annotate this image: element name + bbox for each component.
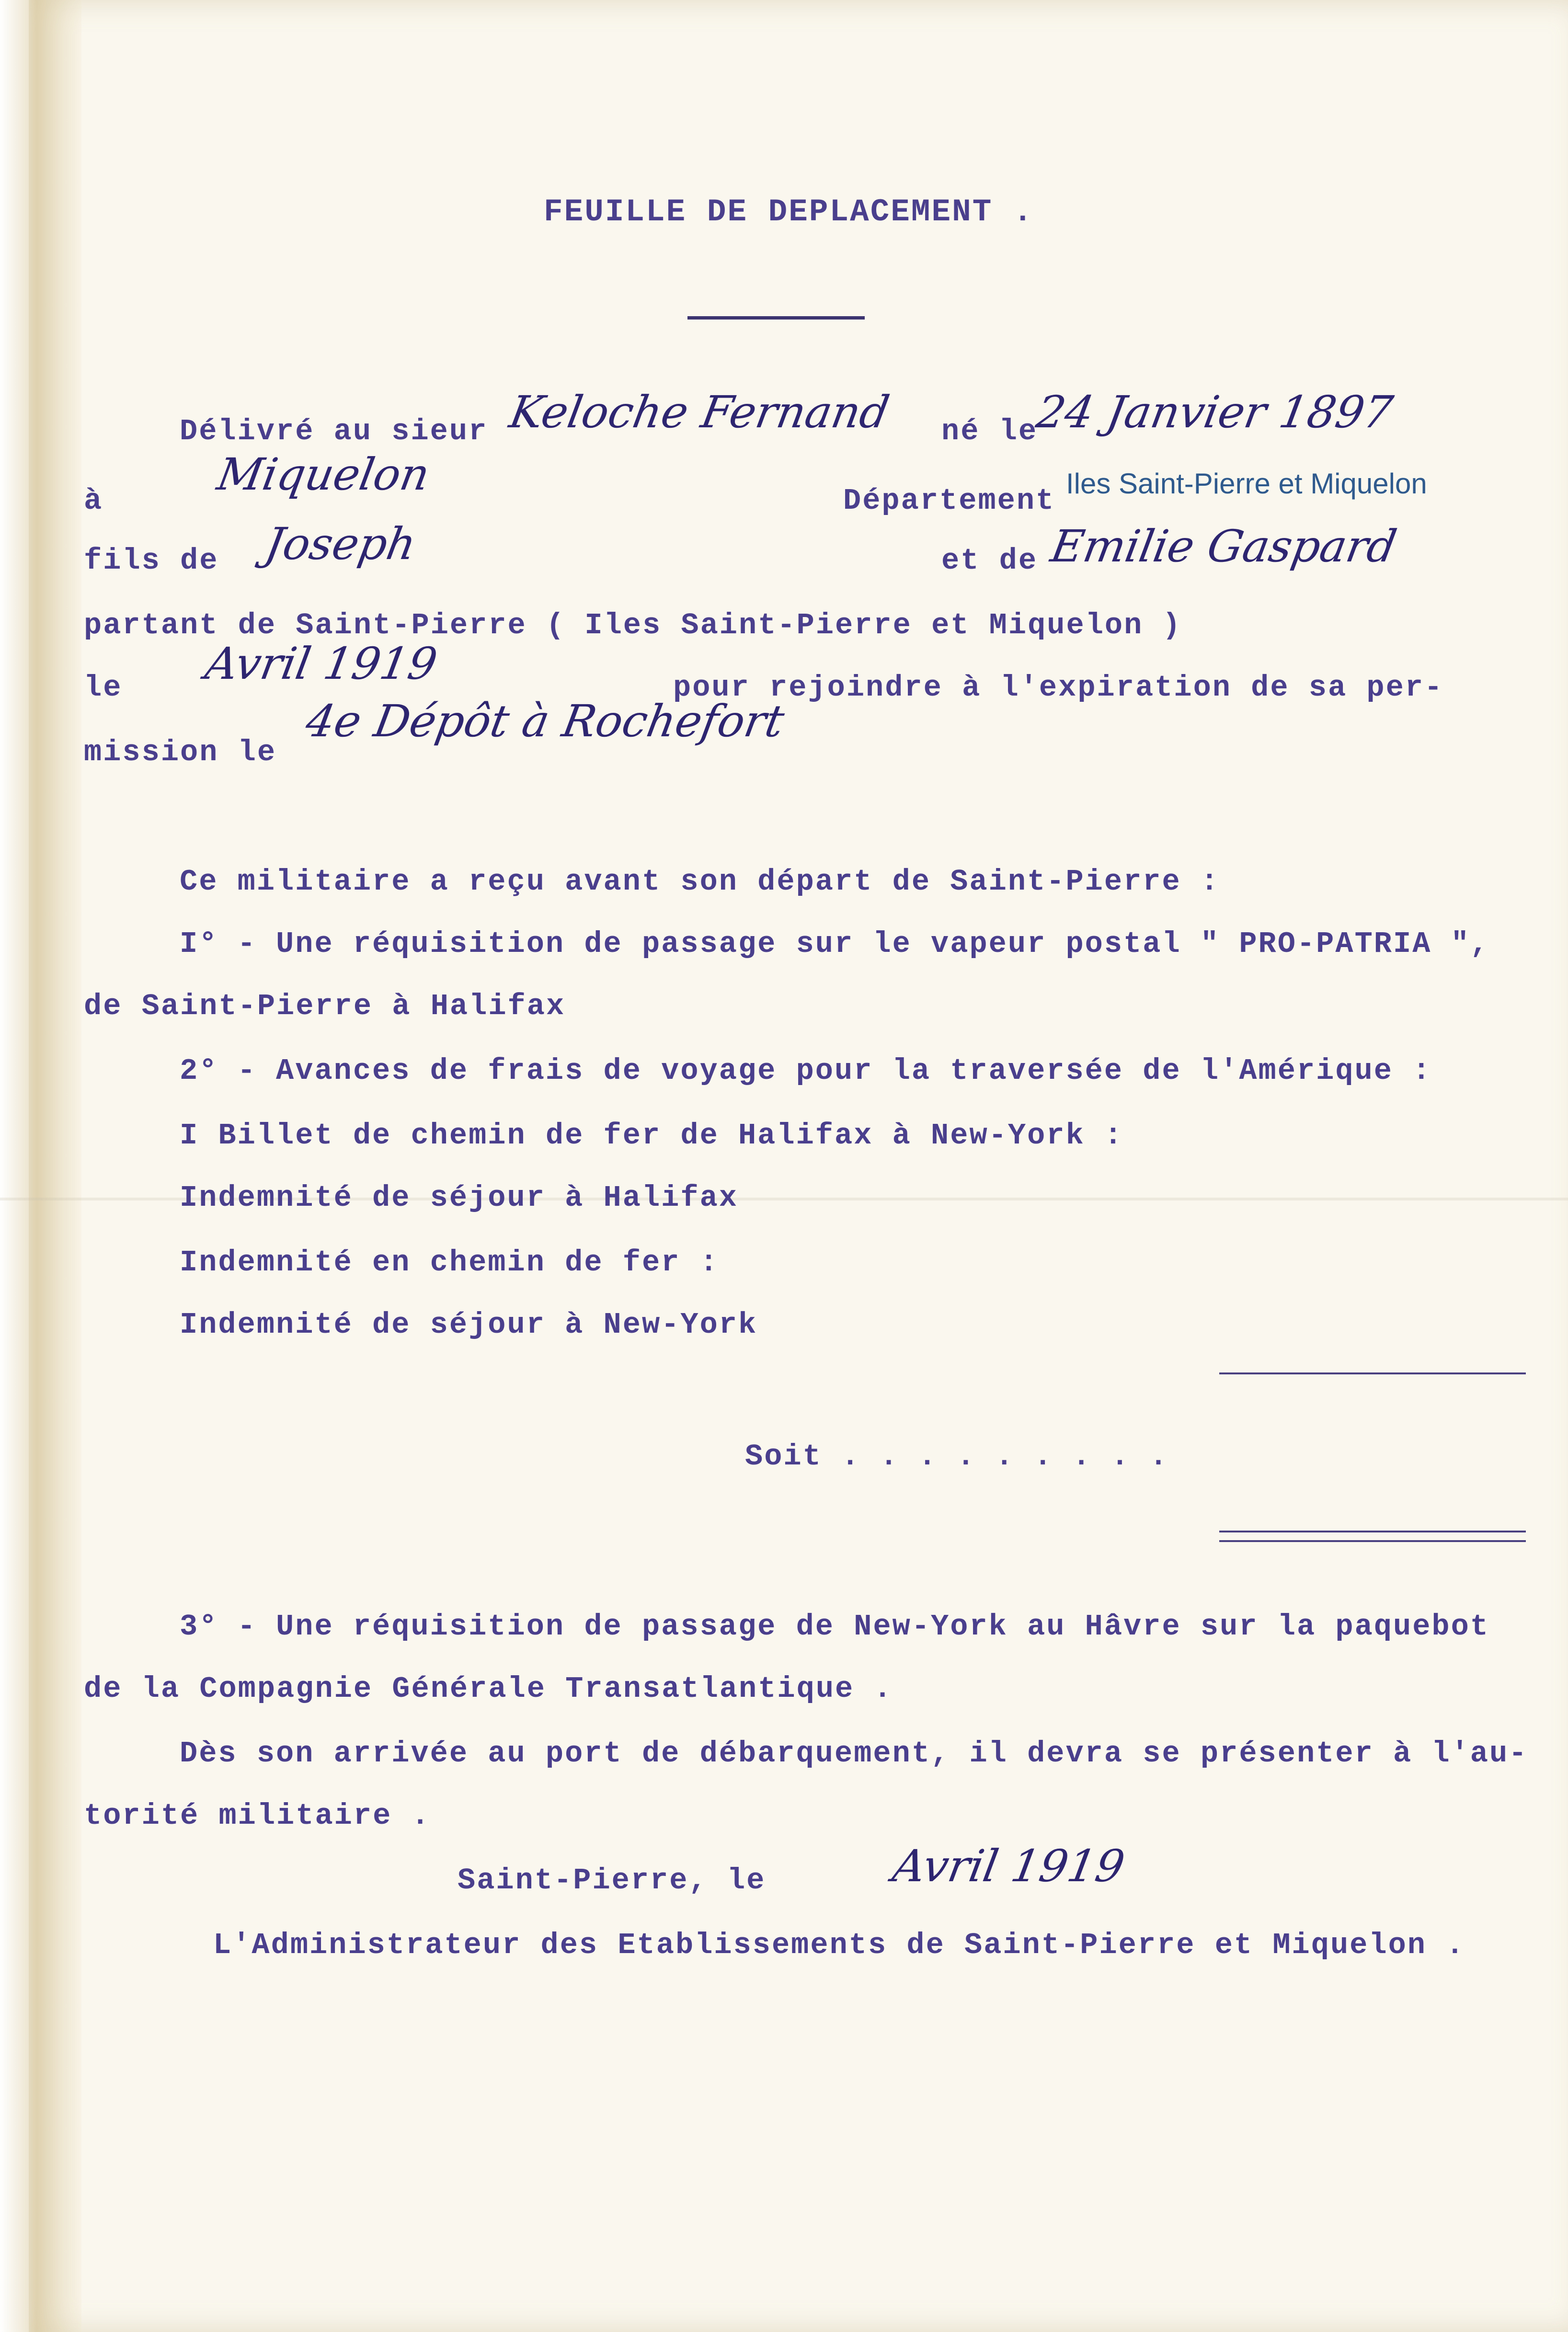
billet-line: I Billet de chemin de fer de Halifax à New-York : [180,1119,1124,1153]
paper-edge-stain [0,0,81,2332]
total-rule-2 [1219,1540,1526,1542]
title-underline [687,316,865,320]
arrival-line2: torité militaire . [84,1799,431,1833]
chemin-fer-line: Indemnité en chemin de fer : [180,1246,719,1280]
sejour-ny-line: Indemnité de séjour à New-York [180,1308,758,1342]
delivre-label: Délivré au sieur [180,414,488,448]
mother-label: et de [941,544,1038,578]
closing-place-label: Saint-Pierre, le [458,1863,766,1898]
document-title: FEUILLE DE DEPLACEMENT . [544,194,1034,230]
departure-date-label: le [84,671,123,705]
father-name: Joseph [261,518,420,570]
subtotal-rule [1219,1372,1526,1374]
destination: 4e Dépôt à Rochefort [302,696,788,747]
rejoindre-text: pour rejoindre à l'expiration de sa per- [673,671,1444,705]
birth-date: 24 Janvier 1897 [1032,387,1397,438]
departure-date: Avril 1919 [201,638,441,689]
closing-date: Avril 1919 [889,1840,1129,1892]
father-label: fils de [84,544,219,578]
item1-line2: de Saint-Pierre à Halifax [84,989,566,1023]
birthplace: Miquelon [213,449,434,500]
intro-text: Ce militaire a reçu avant son départ de Saint-Pierre : [180,865,1220,899]
departement-label: Département [843,484,1055,518]
paper-sheet [29,0,1568,2332]
born-label: né le [941,414,1038,448]
arrival-line1: Dès son arrivée au port de débarquement, il devra se présenter à l'au- [180,1737,1528,1771]
sejour-halifax-line: Indemnité de séjour à Halifax [180,1181,738,1215]
birthplace-label: à [84,484,103,518]
signatory-line: L'Administrateur des Etablissements de Saint-Pierre et Miquelon . [213,1928,1465,1962]
item3-line1: 3° - Une réquisition de passage de New-York au Hâvre sur la paquebot [180,1610,1490,1644]
mission-label: mission le [84,735,277,769]
item1-line1: I° - Une réquisition de passage sur le vapeur postal " PRO-PATRIA ", [180,927,1490,961]
item2-line: 2° - Avances de frais de voyage pour la traversée de l'Amérique : [180,1054,1432,1088]
total-rule-1 [1219,1531,1526,1532]
holder-name: Keloche Fernand [505,387,893,438]
item3-line2: de la Compagnie Générale Transatlantique . [84,1672,893,1706]
departure-line: partant de Saint-Pierre ( Iles Saint-Pierre et Miquelon ) [84,608,1182,642]
departement-stamp: Iles Saint-Pierre et Miquelon [1066,468,1427,500]
total-line: Soit . . . . . . . . . [745,1440,1169,1474]
mother-name: Emilie Gaspard [1047,521,1401,572]
